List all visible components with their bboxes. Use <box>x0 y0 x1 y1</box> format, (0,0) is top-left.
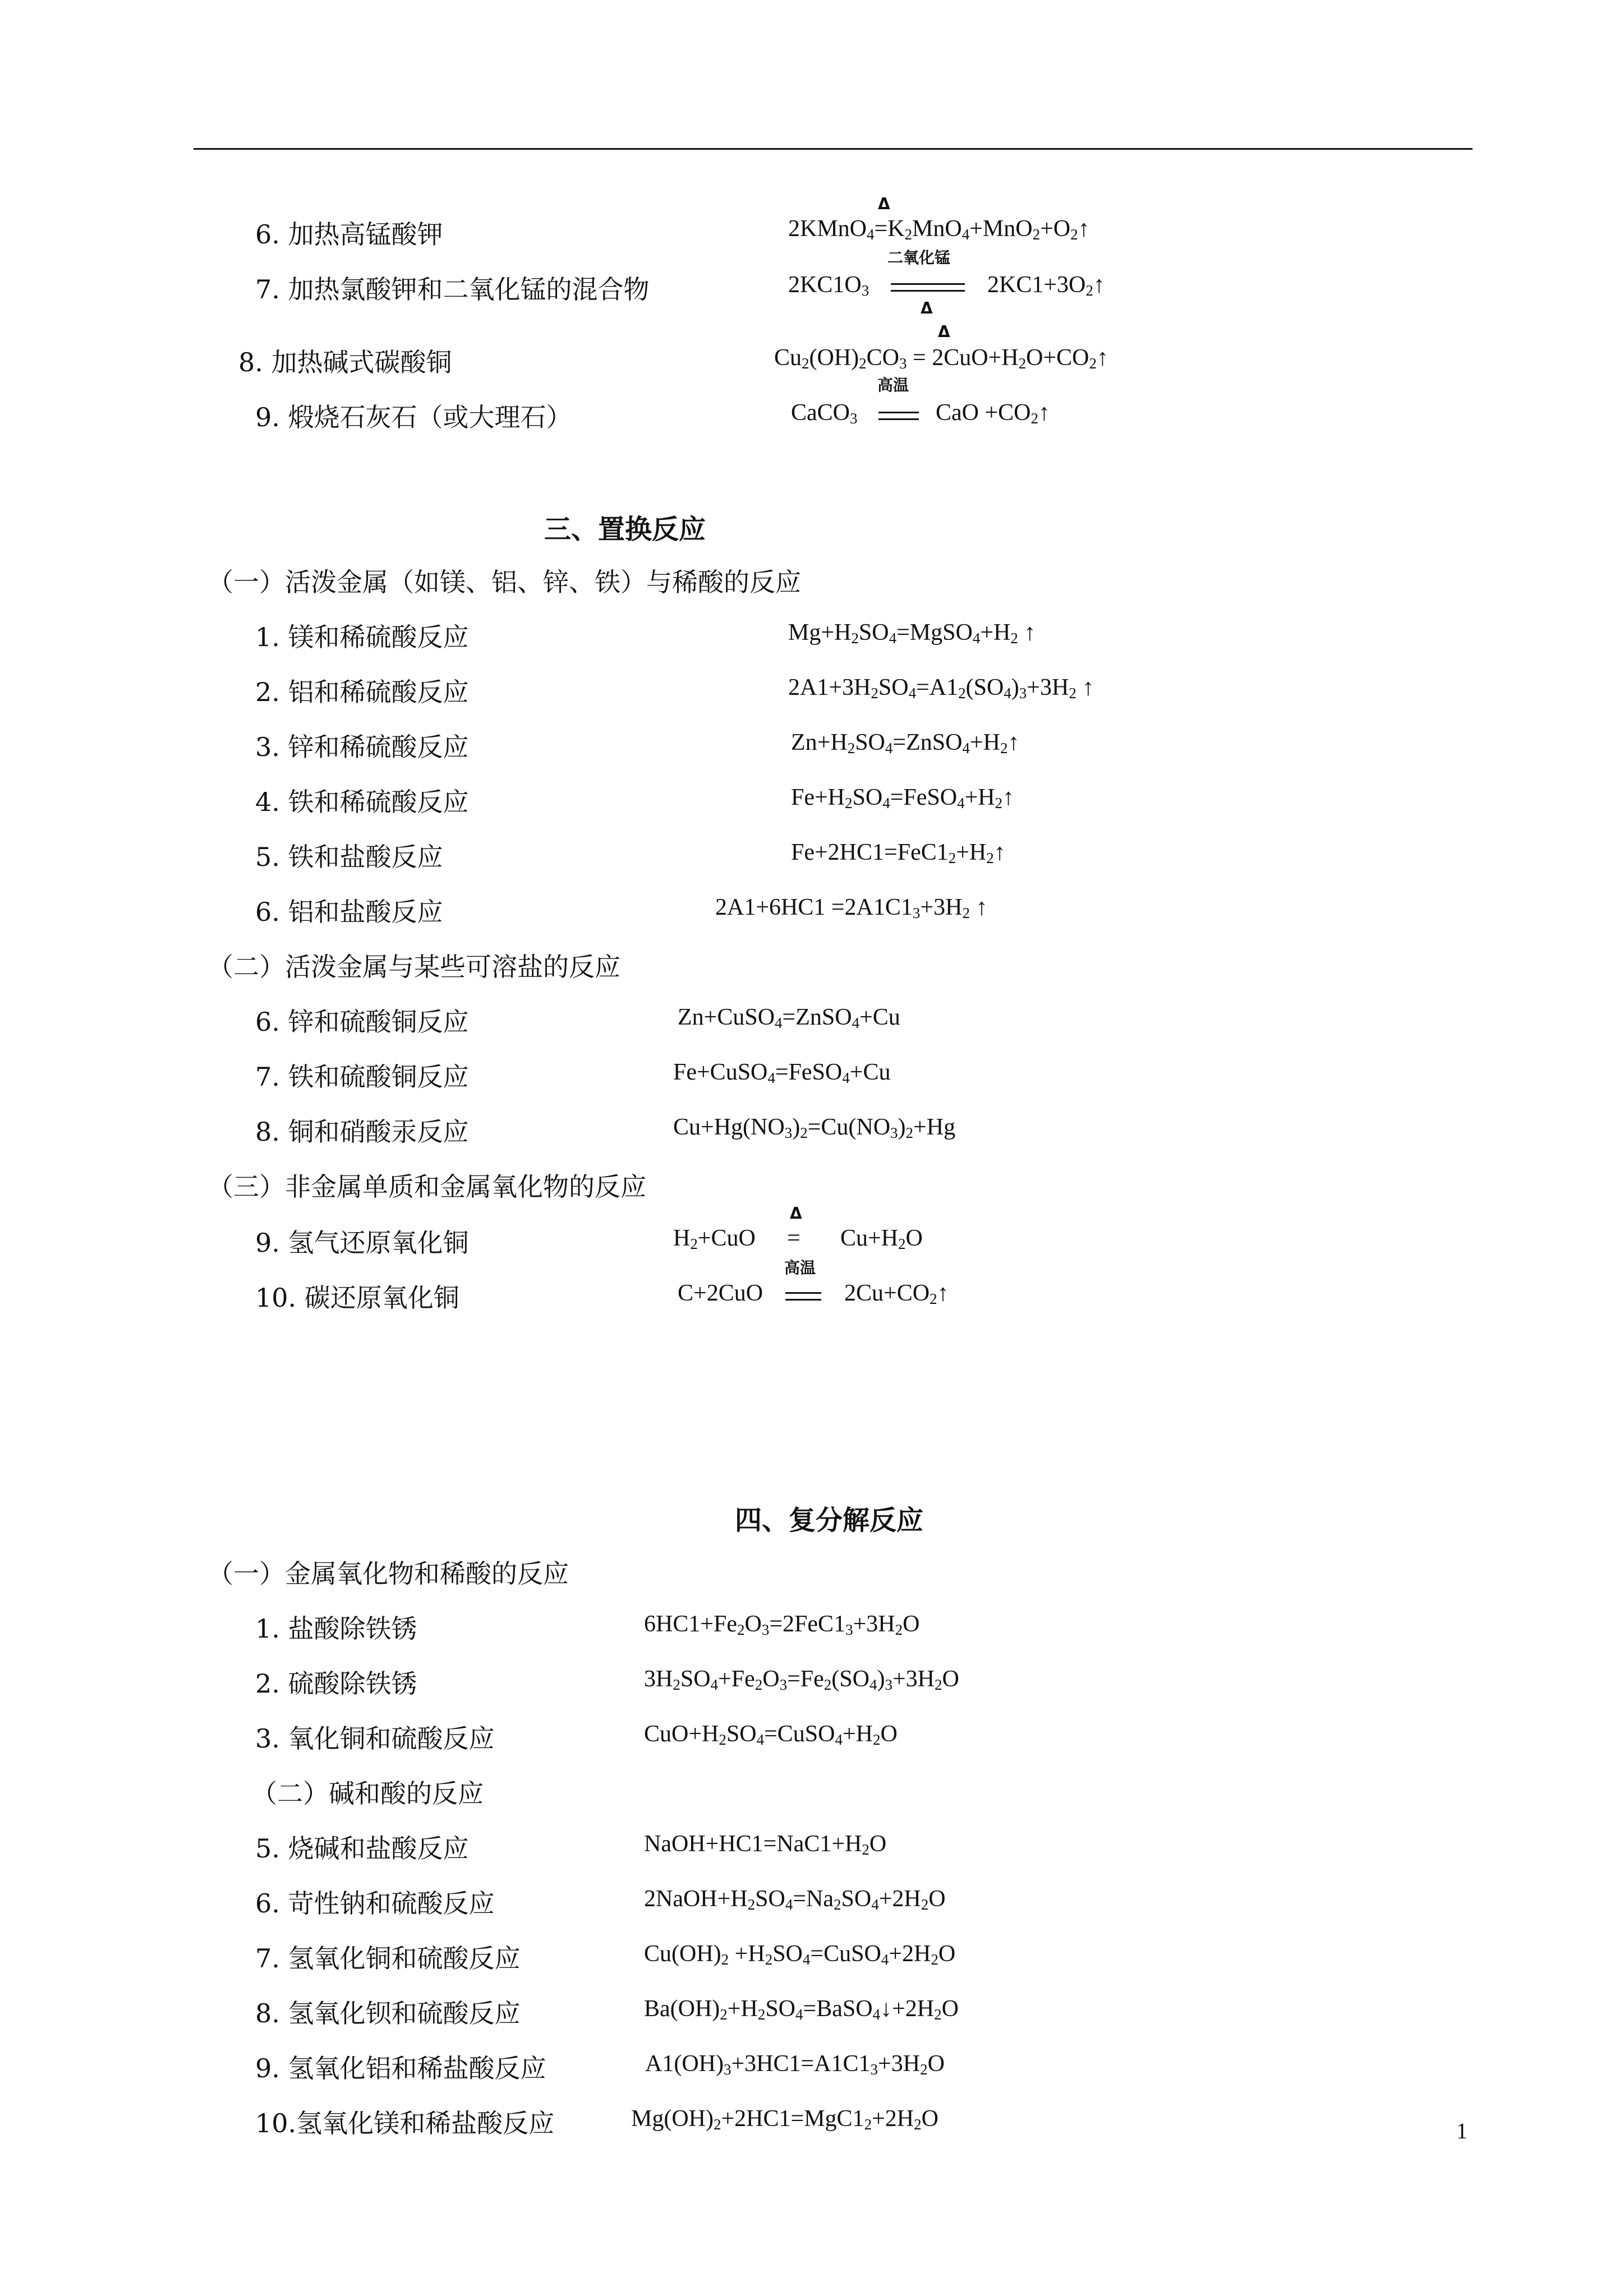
reaction-equation-left: $H_2+CuO$ <box>673 1225 756 1252</box>
reaction-equation: $2A1+3H_2SO_4=A1_2(SO_4)_3+3H_2$ ↑ <box>788 675 1094 702</box>
reaction-equation: $Ba(OH)_2+H_2SO_4=BaSO_4↓+2H_2O$ <box>644 1996 959 2023</box>
equals-sign: = <box>787 1225 801 1251</box>
reaction-label: 3. 锌和稀硫酸反应 <box>255 732 469 762</box>
reaction-equation: $Fe+H_2SO_4=FeSO_4+H_2↑$ <box>791 785 1015 812</box>
header-rule <box>194 148 1473 150</box>
condition-high-temp: 高温 <box>784 1258 816 1277</box>
reaction-equation: $2NaOH+H_2SO_4=Na_2SO_4+2H_2O$ <box>644 1886 946 1913</box>
condition-high-temp: 高温 <box>877 376 909 394</box>
reaction-equation: $2KMnO_4=K_2MnO_4+MnO_2+O_2↑$ <box>788 216 1090 243</box>
reaction-equation: $Mg+H_2SO_4=MgSO_4+H_2$ ↑ <box>788 620 1036 647</box>
condition-heat: Δ <box>938 322 950 341</box>
reaction-label: 9. 煅烧石灰石（或大理石） <box>255 402 572 432</box>
reaction-equation-right: $Cu+H_2O$ <box>840 1225 923 1252</box>
reaction-label: 10.氢氧化镁和稀盐酸反应 <box>255 2108 555 2138</box>
reaction-equation: $Cu(OH)_2$ $+H_2SO_4=CuSO_4+2H_2O$ <box>644 1941 956 1968</box>
condition-heat: Δ <box>790 1204 802 1223</box>
reaction-equation-left: $2KC1O_3$ <box>788 272 869 299</box>
condition-heat: Δ <box>921 299 933 317</box>
reaction-equation: $Cu_2(OH)_2CO_3$ = $2CuO+H_2O+CO_2↑$ <box>774 345 1108 372</box>
reaction-label: 9. 氢氧化铝和稀盐酸反应 <box>255 2053 546 2083</box>
condition-heat: Δ <box>878 195 890 213</box>
reaction-label: 6. 加热高锰酸钾 <box>255 219 443 250</box>
reaction-equation: $6HC1+Fe_2O_3=2FeC1_3+3H_2O$ <box>644 1611 920 1638</box>
reaction-equation: Zn+CuSO$_4$=ZnSO$_4$+Cu <box>678 1004 900 1031</box>
reaction-label: 5. 铁和盐酸反应 <box>255 842 443 872</box>
reaction-label: 4. 铁和稀硫酸反应 <box>255 787 469 817</box>
equals-sign <box>891 283 965 292</box>
reaction-equation-right: $2Cu+CO_2↑$ <box>844 1280 949 1307</box>
reaction-label: 5. 烧碱和盐酸反应 <box>255 1833 469 1864</box>
page-number: 1 <box>1456 2118 1467 2143</box>
subsection-title: （一）金属氧化物和稀酸的反应 <box>208 1559 569 1589</box>
equals-sign <box>878 412 919 420</box>
reaction-equation-right: CaO $+CO_2↑$ <box>936 400 1051 427</box>
reaction-equation: $2A1+6HC1 =2A1C1_3+3H_2$ ↑ <box>715 895 988 921</box>
reaction-equation: $3H_2SO_4+Fe_2O_3=Fe_2(SO_4)_3+3H_2O$ <box>644 1666 959 1693</box>
subsection-title: （三）非金属单质和金属氧化物的反应 <box>208 1172 646 1202</box>
reaction-label: 2. 铝和稀硫酸反应 <box>255 677 469 707</box>
reaction-equation-left: C+2CuO <box>678 1280 763 1306</box>
reaction-label: 6. 锌和硫酸铜反应 <box>255 1007 469 1037</box>
condition-catalyst: 二氧化锰 <box>887 248 951 267</box>
reaction-equation: $NaOH+HC1=NaC1+H_2O$ <box>644 1831 887 1858</box>
reaction-equation: Fe+CuSO$_4$=FeSO$_4$+Cu <box>673 1059 891 1086</box>
reaction-label: 10. 碳还原氧化铜 <box>255 1283 459 1313</box>
reaction-label: 1. 镁和稀硫酸反应 <box>255 622 469 652</box>
reaction-label: 8. 加热碱式碳酸铜 <box>238 347 452 377</box>
reaction-equation: $Fe+2HC1=FeC1_2+H_2↑$ <box>791 840 1006 866</box>
reaction-equation: $CuO+H_2SO_4=CuSO_4+H_2O$ <box>644 1721 898 1748</box>
reaction-label: 7. 加热氯酸钾和二氧化锰的混合物 <box>255 274 650 305</box>
reaction-equation: $A1(OH)_3+3HC1=A1C1_3+3H_2O$ <box>645 2051 945 2078</box>
subsection-title: （二）碱和酸的反应 <box>251 1778 484 1809</box>
reaction-label: 7. 氢氧化铜和硫酸反应 <box>255 1943 521 1974</box>
reaction-label: 8. 氢氧化钡和硫酸反应 <box>255 1998 521 2028</box>
reaction-label: 3. 氧化铜和硫酸反应 <box>255 1723 495 1754</box>
reaction-label: 6. 铝和盐酸反应 <box>255 897 443 927</box>
reaction-equation: $Zn+H_2SO_4=ZnSO_4+H_2↑$ <box>791 730 1020 757</box>
subsection-title: （二）活泼金属与某些可溶盐的反应 <box>208 952 620 982</box>
subsection-title: （一）活泼金属（如镁、铝、锌、铁）与稀酸的反应 <box>208 567 801 597</box>
section-title: 三、置换反应 <box>544 514 706 545</box>
reaction-label: 1. 盐酸除铁锈 <box>255 1613 417 1644</box>
section-title: 四、复分解反应 <box>735 1505 924 1536</box>
reaction-equation: $Cu+Hg(NO_3)_2=Cu(NO_3)_2+Hg$ <box>673 1114 956 1141</box>
equals-sign <box>785 1292 821 1301</box>
reaction-equation-left: CaCO$_3$ <box>791 400 858 427</box>
reaction-label: 9. 氢气还原氧化铜 <box>255 1228 469 1258</box>
reaction-label: 6. 苛性钠和硫酸反应 <box>255 1888 495 1919</box>
reaction-equation: $Mg(OH)_2+2HC1=MgC1_2+2H_2O$ <box>631 2106 938 2133</box>
reaction-label: 2. 硫酸除铁锈 <box>255 1668 417 1699</box>
reaction-equation-right: $2KC1+3O_2↑$ <box>987 272 1105 299</box>
reaction-label: 7. 铁和硫酸铜反应 <box>255 1062 469 1092</box>
reaction-label: 8. 铜和硝酸汞反应 <box>255 1117 469 1147</box>
